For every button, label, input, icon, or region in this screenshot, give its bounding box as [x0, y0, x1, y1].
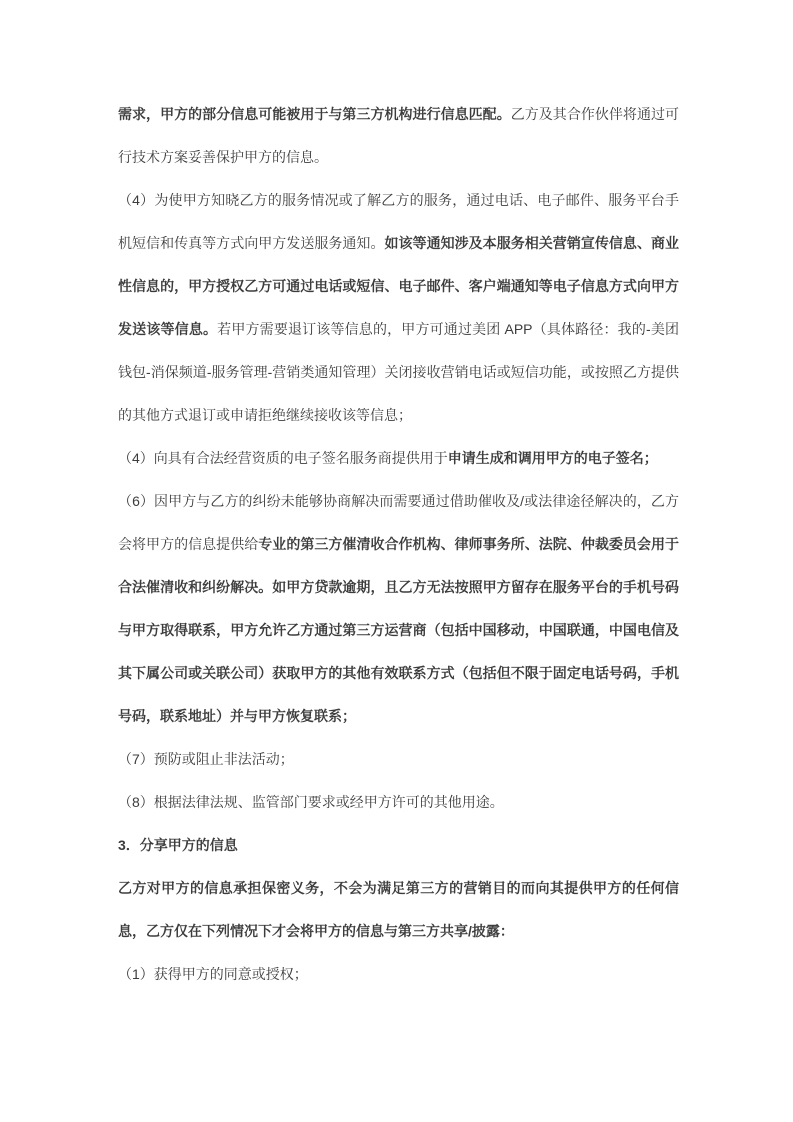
para-continuation-info-matching: [118, 93, 679, 179]
heading-section-3-sharing-run: 3．分享甲方的信息: [118, 837, 238, 853]
document-content: [118, 93, 679, 996]
para-confidentiality: [118, 867, 679, 953]
para-item-4-service-notice-run: 如该等通知涉及本服务相关营销宣传信息、商业性信息的，甲方授权乙方可通过电话或短信、电子邮件、客户端通知等电子信息方式向甲方发送该等信息。: [118, 235, 680, 337]
para-item-4-service-notice-run: 若甲方需要退订该等信息的，甲方可通过美团 APP（具体路径：我的-美团钱包-消保频道-服务管理-营销类通知管理）关闭接收营销电话或短信功能，或按照乙方提供的其他方式退订或申请拒绝继续接收该等信息；: [118, 321, 679, 423]
para-continuation-info-matching-run: 乙方及其合作伙伴将通过可行技术方案妥善保护甲方的信息。: [118, 106, 680, 165]
para-item-1-consent: [118, 953, 679, 996]
para-confidentiality-run: 乙方对甲方的信息承担保密义务，不会为满足第三方的营销目的而向其提供甲方的任何信息，乙方仅在下列情况下才会将甲方的信息与第三方共享/披露：: [118, 880, 679, 939]
para-item-4-esignature-run: 申请生成和调用甲方的电子签名；: [447, 450, 658, 466]
para-continuation-info-matching-run: 需求，甲方的部分信息可能被用于与第三方机构进行信息匹配。: [118, 106, 511, 122]
para-item-8-other-purposes: [118, 781, 679, 824]
para-item-7-illegal-activity: [118, 738, 679, 781]
para-item-4-service-notice-run: （4）为使甲方知晓乙方的服务情况或了解乙方的服务，通过电话、电子邮件、服务平台手机短信和传真等方式向甲方发送服务通知。: [118, 192, 679, 251]
para-item-6-collection-run: 专业的第三方催清收合作机构、律师事务所、法院、仲裁委员会用于合法催清收和纠纷解决。如甲方贷款逾期，且乙方无法按照甲方留存在服务平台的手机号码与甲方取得联系，甲方允许乙方通过第三方运营商（包括中国移动，中国联通，中国电信及其下属公司或关联公司）获取甲方的其他有效联系方式（包括但不限于固定电话号码，手机号码，联系地址）并与甲方恢复联系；: [118, 536, 680, 724]
para-item-4-esignature-run: （4）向具有合法经营资质的电子签名服务商提供用于: [118, 450, 448, 466]
para-item-8-other-purposes-run: （8）根据法律法规、监管部门要求或经甲方许可的其他用途。: [118, 794, 504, 810]
para-item-4-service-notice: [118, 179, 679, 437]
para-item-6-collection: [118, 480, 679, 738]
heading-section-3-sharing: [118, 824, 679, 867]
para-item-4-esignature: [118, 437, 679, 480]
para-item-7-illegal-activity-run: （7）预防或阻止非法活动；: [118, 751, 294, 767]
para-item-1-consent-run: （1）获得甲方的同意或授权；: [118, 966, 308, 982]
para-item-6-collection-run: （6）因甲方与乙方的纠纷未能够协商解决而需要通过借助催收及/或法律途径解决的，乙方会将甲方的信息提供给: [118, 493, 679, 552]
